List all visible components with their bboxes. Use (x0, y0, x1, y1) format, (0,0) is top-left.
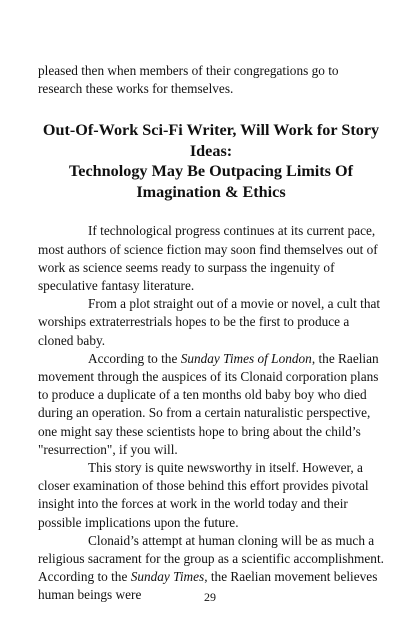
continuation-paragraph: pleased then when members of their congregations go to research these works for themselves. (38, 63, 339, 97)
paragraph-3-text-a: According to the (88, 350, 181, 366)
source-title-sunday-times-of-london: Sunday Times of London (180, 350, 312, 366)
paragraph-4: This story is quite newsworthy in itself. However, a closer examination of those behind this effort provides pivotal insight into the forces at work in the world today and their possible implications upon the future. (38, 460, 369, 530)
paragraph-3 (38, 350, 384, 459)
paragraph-5-text-a: Clonaid’s attempt at human cloning will be as much a religious sacrament for the group as a scientific accomplishment. According to the (38, 532, 384, 585)
source-title-sunday-times: Sunday Times (130, 569, 205, 585)
paragraph-5-text-b: , the Raelian movement believes human beings were (38, 569, 378, 603)
paragraph-3-text-b: , the Raelian movement through the auspices of its Clonaid corporation plans to produce a duplicate of a ten months old baby boy who died during an operation. So from a certain naturalistic perspective, one might say these scientists hope to bring about the child’s "resurrection", if you will. (38, 350, 379, 457)
paragraph-2: From a plot straight out of a movie or novel, a cult that worships extraterrestrials hopes to be the first to produce a cloned baby. (38, 296, 381, 348)
chapter-heading (38, 120, 384, 202)
book-page (38, 62, 384, 605)
paragraph-1: If technological progress continues at its current pace, most authors of science fiction may soon find themselves out of work as science seems ready to surpass the ingenuity of speculative fantasy literature. (38, 223, 378, 294)
heading-line-1: Out-Of-Work Sci-Fi Writer, Will Work for Story Ideas: (42, 121, 380, 160)
heading-line-2: Technology May Be Outpacing Limits Of Imagination & Ethics (68, 162, 354, 201)
page-number: 29 (204, 590, 216, 604)
